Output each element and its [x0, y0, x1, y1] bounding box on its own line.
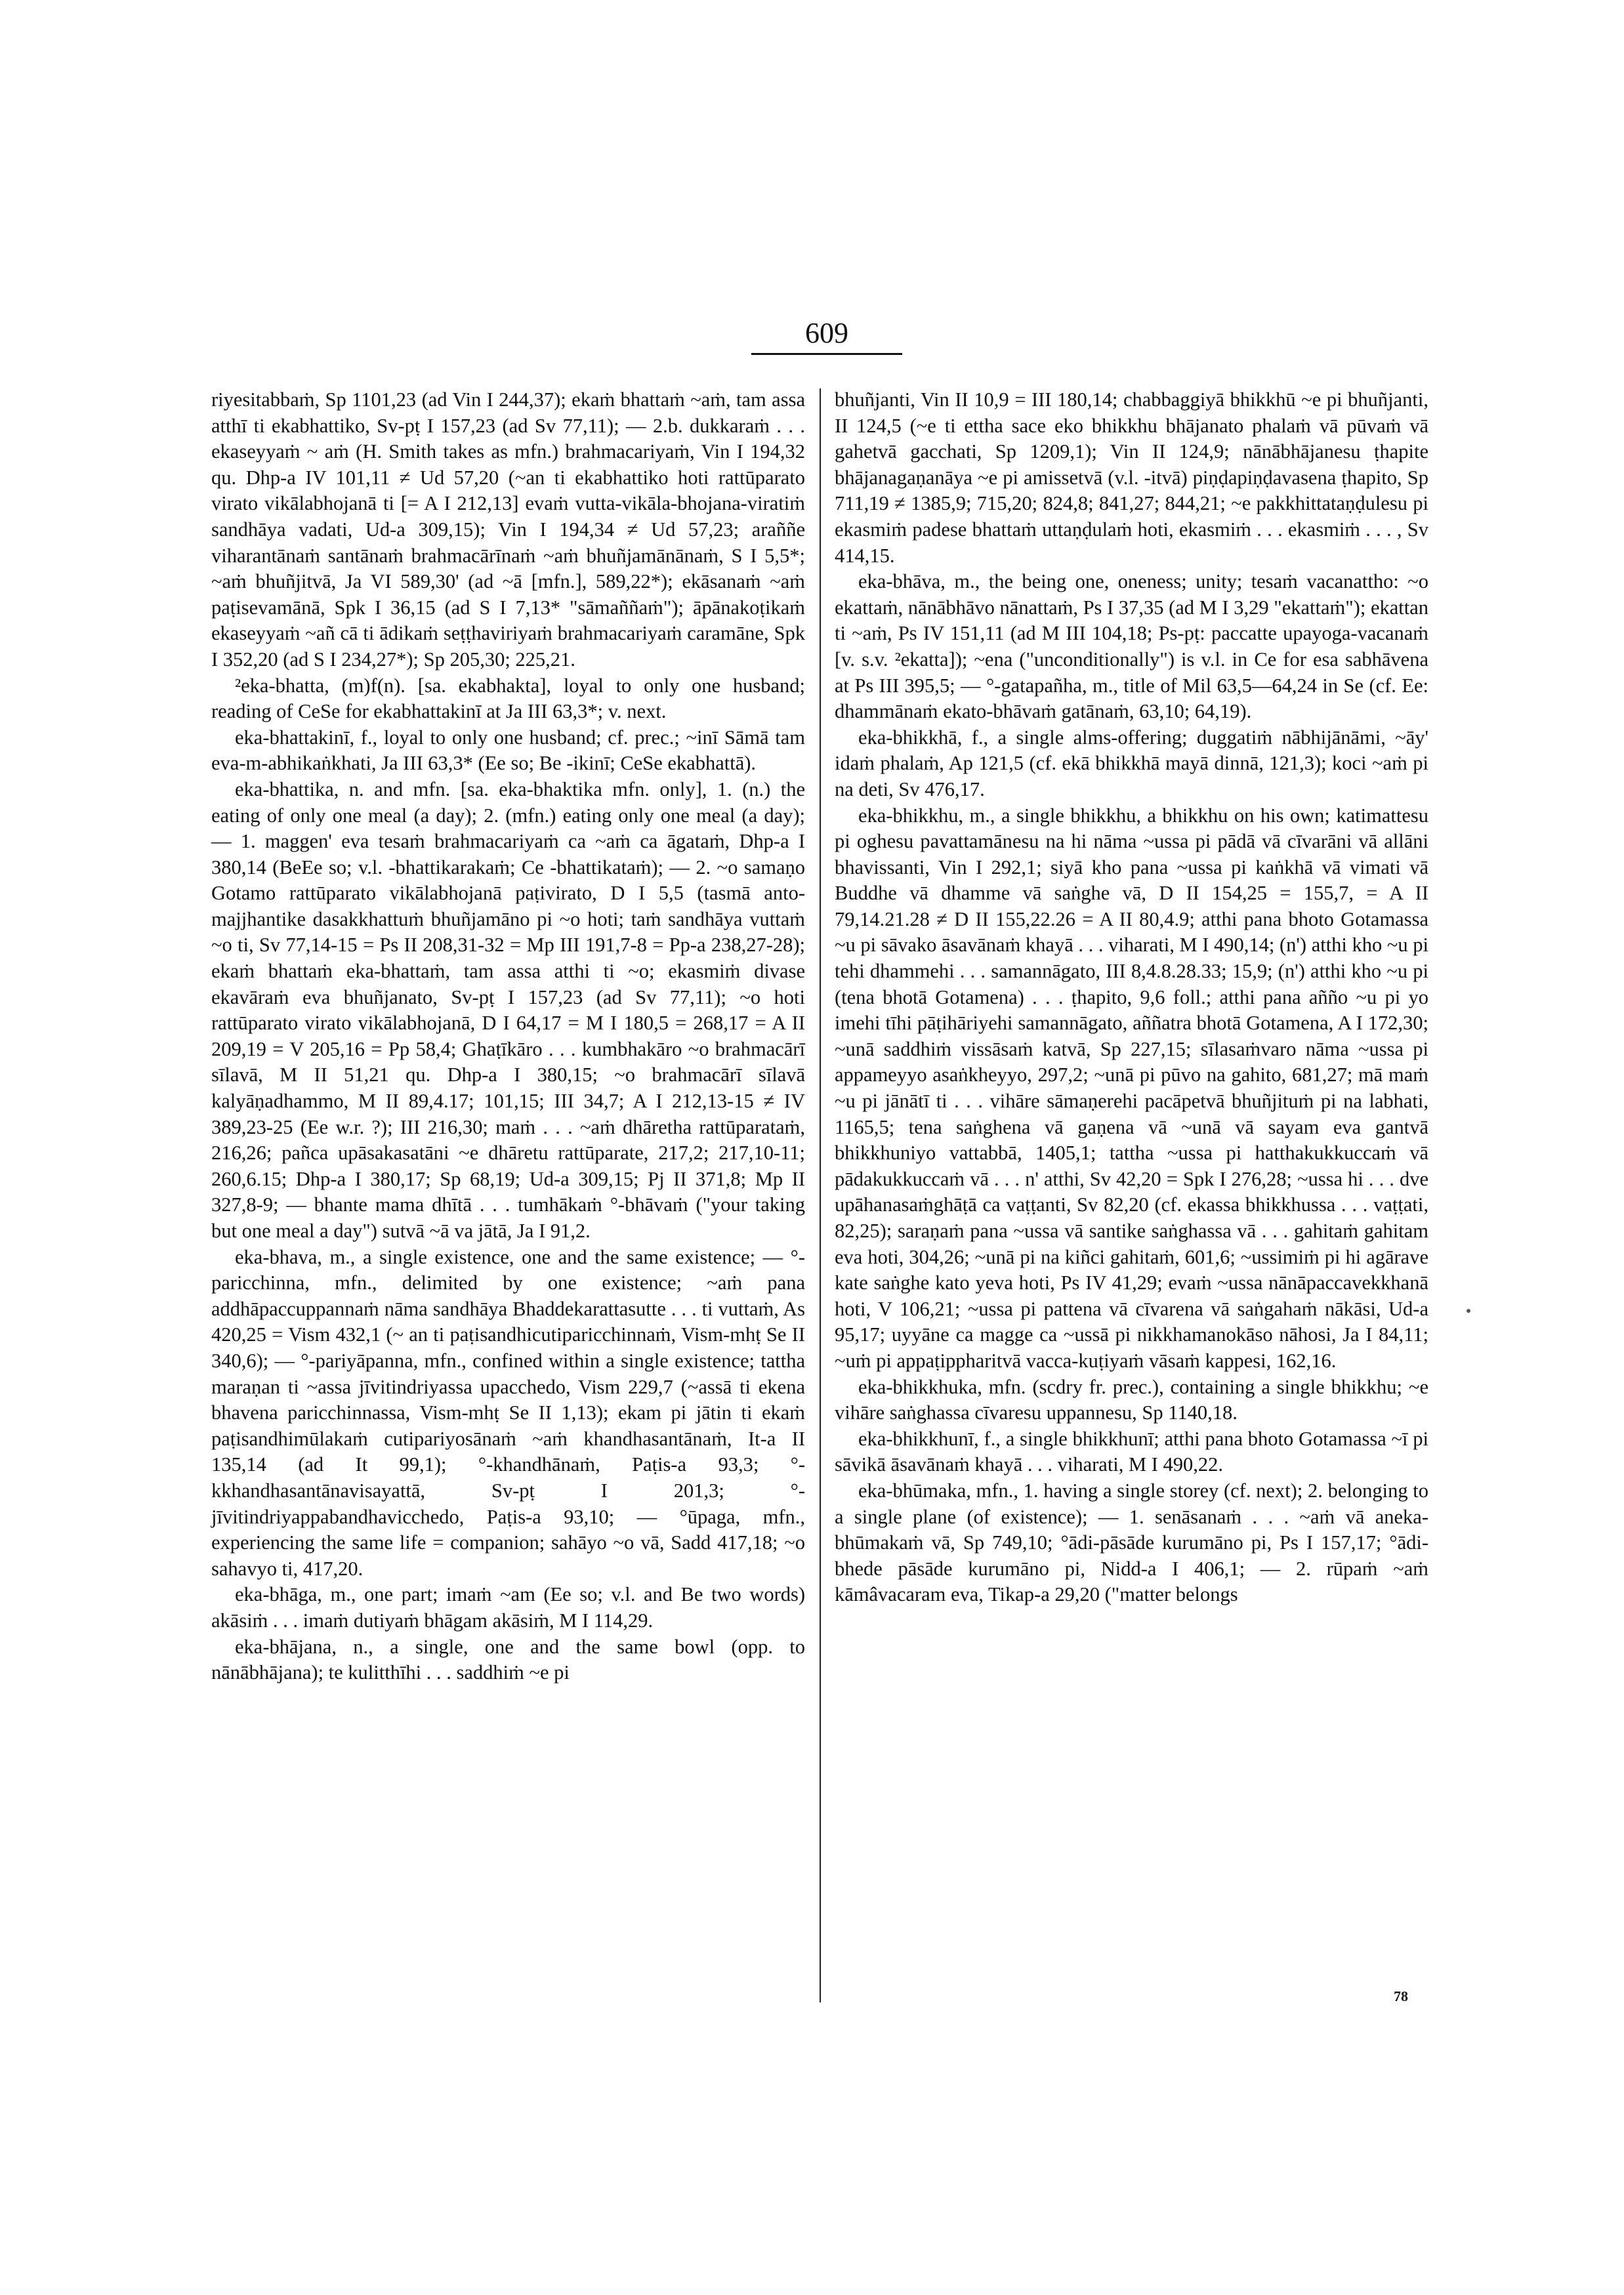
dictionary-entry: eka-bhājana, n., a single, one and the same bowl (opp. to nānābhājana); te kulitthīhi . . . saddhiṁ ~e pi — [211, 1635, 810, 1684]
scan-speck — [1467, 1309, 1470, 1313]
dictionary-entry: eka-bhikkhā, f., a single alms-offering; duggatiṁ nābhijānāmi, ~āy' idaṁ phalaṁ, Ap 121,5 (cf. ekā bhikkhā mayā dinnā, 121,3); koci ~aṁ pi na deti, Sv 476,17. — [835, 726, 1434, 800]
dictionary-entry: eka-bhikkhuka, mfn. (scdry fr. prec.), containing a single bhikkhu; ~e vihāre saṅghassa cīvaresu uppannesu, Sp 1140,18. — [835, 1375, 1434, 1424]
dictionary-entry: eka-bhikkhu, m., a single bhikkhu, a bhikkhu on his own; katimattesu pi oghesu pavattamānesu na hi nāma ~ussa pi pādā vā cīvarāni vā allāni bhavissanti, Vin I 292,1; siyā kho pana ~ussa pi kaṅkhā vā vimati vā Buddhe vā dhamme vā saṅghe vā, D II 154,25 = 155,7, = A II 79,14.21.28 ≠ D II 155,22.26 = A II 80,4.9; atthi pana bhoto Gotamassa ~u pi sāvako āsavānaṁ khayā . . . viharati, M I 490,14; (n') atthi kho ~u pi tehi dhammehi . . . samannāgato, III 8,4.8.28.33; 15,9; (n') atthi kho ~u pi (tena bhotā Gotamena) . . . ṭhapito, 9,6 foll.; atthi pana añño ~u pi yo imehi tīhi pāṭihāriyehi samannāgato, aññatra bhotā Gotamena, A I 172,30; ~unā saddhiṁ vissāsaṁ katvā, Sp 227,15; sīlasaṁvaro nāma ~ussa pi appameyyo asaṅkheyyo, 297,2; ~unā pi pūvo na gahito, 681,27; mā maṁ ~u pi jānātī ti . . . vihāre sāmaṇerehi pacāpetvā bhuñjituṁ pi na labhati, 1165,5; tena saṅghena vā gaṇena vā ~unā vā sayam eva gantvā bhikkhuniyo vattabbā, 1405,1; tattha ~ussa pi hatthakukkuccaṁ vā pādakukkuccaṁ vā . . . n' atthi, Sv 42,20 = Spk I 276,28; ~ussa hi . . . dve upāhanasaṁghāṭā ca vaṭṭanti, Sv 82,20 (cf. ekassa bhikkhussa . . . vaṭṭati, 82,25); saraṇaṁ pana ~ussa vā santike saṅghassa vā . . . gahitaṁ gahitam eva hoti, 304,26; ~unā pi na kiñci gahitaṁ, 601,6; ~ussimiṁ pi hi agārave kate saṅghe kato yeva hoti, Ps IV 41,29; evaṁ ~ussa nānāpaccavekkhanā hoti, V 106,21; ~ussa pi pattena vā cīvarena vā saṅgahaṁ nākāsi, Ud-a 95,17; uyyāne ca magge ca ~ussā pi nikkhamanokāso nāhosi, Ja I 84,11; ~uṁ pi appaṭippharitvā vacca-kuṭiyaṁ vāsaṁ kappesi, 162,16. — [835, 804, 1434, 1372]
dictionary-entry: ²eka-bhatta, (m)f(n). [sa. ekabhakta], loyal to only one husband; reading of CeSe for ekabhattakinī at Ja III 63,3*; v. next. — [211, 674, 810, 723]
dictionary-entry: eka-bhattika, n. and mfn. [sa. eka-bhaktika mfn. only], 1. (n.) the eating of only one meal (a day); 2. (mfn.) eating only one meal (a day); — 1. maggen' eva tesaṁ brahmacariyaṁ ca ~aṁ ca āgataṁ, Dhp-a I 380,14 (BeEe so; v.l. -bhattikarakaṁ; Ce -bhattikataṁ); — 2. ~o samaṇo Gotamo rattūparato vikālabhojanā paṭivirato, D I 5,5 (tasmā anto-majjhantike dasakkhattuṁ bhuñjamāno pi ~o hoti; taṁ sandhāya vuttaṁ ~o ti, Sv 77,14-15 = Ps II 208,31-32 = Mp III 191,7-8 = Pp-a 238,27-28); ekaṁ bhattaṁ eka-bhattaṁ, tam assa atthi ti ~o; ekasmiṁ divase ekavāraṁ eva bhuñjanato, Sv-pṭ I 157,23 (ad Sv 77,11); ~o hoti rattūparato virato vikālabhojanā, D I 64,17 = M I 180,5 = 268,17 = A II 209,19 = V 205,16 = Pp 58,4; Ghaṭīkāro . . . kumbhakāro ~o brahmacārī sīlavā, M II 51,21 qu. Dhp-a I 380,15; ~o brahmacārī sīlavā kalyāṇadhammo, M II 89,4.17; 101,15; III 34,7; A I 212,13-15 ≠ IV 389,23-25 (Ee w.r. ?); III 216,30; maṁ . . . ~aṁ dhāretha rattūparataṁ, 216,26; pañca upāsakasatāni ~e dhāretu rattūparate, 217,2; 217,10-11; 260,6.15; Dhp-a I 380,17; Sp 68,19; Ud-a 309,15; Pj II 371,8; Mp II 327,8-9; — bhante mama dhītā . . . tumhākaṁ °-bhāvaṁ ("your taking but one meal a day") sutvā ~ā va jātā, Ja I 91,2. — [211, 777, 810, 1242]
page-number: 609 — [805, 317, 848, 349]
column-divider — [820, 388, 821, 2002]
signature-mark: 78 — [1394, 1988, 1408, 2004]
dictionary-entry: eka-bhūmaka, mfn., 1. having a single storey (cf. next); 2. belonging to a single plane (of existence); — 1. senāsanaṁ . . . ~aṁ vā aneka-bhūmakaṁ vā, Sp 749,10; °ādi-pāsāde kurumāno pi, Ps I 157,17; °ādi-bhede pāsāde kurumāno pi, Nidd-a I 406,1; — 2. rūpaṁ ~aṁ kāmâvacaram eva, Tikap-a 29,20 ("matter belongs — [835, 1479, 1434, 1606]
dictionary-entry: eka-bhikkhunī, f., a single bhikkhunī; atthi pana bhoto Gotamassa ~ī pi sāvikā āsavānaṁ khayā . . . viharati, M I 490,22. — [835, 1427, 1434, 1476]
dictionary-entry: eka-bhava, m., a single existence, one and the same existence; — °-paricchinna, mfn., delimited by one existence; ~aṁ pana addhāpaccuppannaṁ nāma sandhāya Bhaddekarattasutte . . . ti vuttaṁ, As 420,25 = Vism 432,1 (~ an ti paṭisandhicutiparicchinnaṁ, Vism-mhṭ Se II 340,6); — °-pariyāpanna, mfn., confined within a single existence; tattha maraṇan ti ~assa jīvitindriyassa upacchedo, Vism 229,7 (~assā ti ekena bhavena paricchinnassa, Vism-mhṭ Se II 1,13); ekam pi jātin ti ekaṁ paṭisandhimūlakaṁ cutipariyosānaṁ ~aṁ khandhasantānaṁ, It-a II 135,14 (ad It 99,1); °-khandhānaṁ, Paṭis-a 93,3; °-kkhandhasantānavisayattā, Sv-pṭ I 201,3; °-jīvitindriyappabandhavicchedo, Paṭis-a 93,10; — °ūpaga, mfn., experiencing the same life = companion; sahāyo ~o vā, Sadd 417,18; ~o sahavyo ti, 417,20. — [211, 1245, 810, 1580]
entry-continuation: riyesitabbaṁ, Sp 1101,23 (ad Vin I 244,37); ekaṁ bhattaṁ ~aṁ, tam assa atthī ti ekabhattiko, Sv-pṭ I 157,23 (ad Sv 77,11); — 2.b. dukkaraṁ . . . ekaseyyaṁ ~ aṁ (H. Smith takes as mfn.) brahmacariyaṁ, Vin I 194,32 qu. Dhp-a IV 101,11 ≠ Ud 57,20 (~an ti ekabhattiko hoti rattūparato virato vikālabhojanā ti [= A I 212,13] evaṁ vutta-vikāla-bhojana-viratiṁ sandhāya vadati, Ud-a 309,15); Vin I 194,34 ≠ Ud 57,23; araññe viharantānaṁ santānaṁ brahmacārīnaṁ ~aṁ bhuñjamānānaṁ, S I 5,5*; ~aṁ bhuñjitvā, Ja VI 589,30' (ad ~ā [mfn.], 589,22*); ekāsanaṁ ~aṁ paṭisevamānā, Spk I 36,15 (ad S I 7,13* "sāmaññaṁ"); āpānakoṭikaṁ ekaseyyaṁ ~añ cā ti ādikaṁ seṭṭhaviriyaṁ brahmacariyaṁ caramāne, Spk I 352,20 (ad S I 234,27*); Sp 205,30; 225,21. — [211, 388, 810, 671]
right-column — [835, 387, 1434, 1995]
dictionary-entry: eka-bhāga, m., one part; imaṁ ~am (Ee so; v.l. and Be two words) akāsiṁ . . . imaṁ dutiyaṁ bhāgam akāsiṁ, M I 114,29. — [211, 1583, 810, 1632]
header-rule — [751, 353, 902, 355]
entry-continuation: bhuñjanti, Vin II 10,9 = III 180,14; chabbaggiyā bhikkhū ~e pi bhuñjanti, II 124,5 (~e ti ettha sace eko bhikkhu bhājanato phalaṁ vā pūvaṁ vā gahetvā gacchati, Sp 1209,1); Vin II 124,9; nānābhājanesu ṭhapite bhājanagaṇanāya ~e pi amissetvā (v.l. -itvā) piṇḍapiṇḍavasena ṭhapito, Sp 711,19 ≠ 1385,9; 715,20; 824,8; 841,27; 844,21; ~e pakkhittataṇḍulesu pi ekasmiṁ padese bhattaṁ uttaṇḍulaṁ hoti, ekasmiṁ . . . ekasmiṁ . . . , Sv 414,15. — [835, 388, 1434, 567]
left-column — [211, 387, 810, 1995]
dictionary-entry: eka-bhāva, m., the being one, oneness; unity; tesaṁ vacanattho: ~o ekattaṁ, nānābhāvo nānattaṁ, Ps I 37,35 (ad M I 3,29 "ekattaṁ"); ekattan ti ~aṁ, Ps IV 151,11 (ad M III 104,18; Ps-pṭ: paccatte upayoga-vacanaṁ [v. s.v. ²ekatta]); ~ena ("unconditionally") is v.l. in Ce for esa sabhāvena at Ps III 395,5; — °-gatapañha, m., title of Mil 63,5—64,24 in Se (cf. Ee: dhammānaṁ ekato-bhāvaṁ gatānaṁ, 63,10; 64,19). — [835, 570, 1434, 723]
dictionary-entry: eka-bhattakinī, f., loyal to only one husband; cf. prec.; ~inī Sāmā tam eva-m-abhikaṅkhati, Ja III 63,3* (Ee so; Be -ikinī; CeSe ekabhattā). — [211, 726, 810, 775]
